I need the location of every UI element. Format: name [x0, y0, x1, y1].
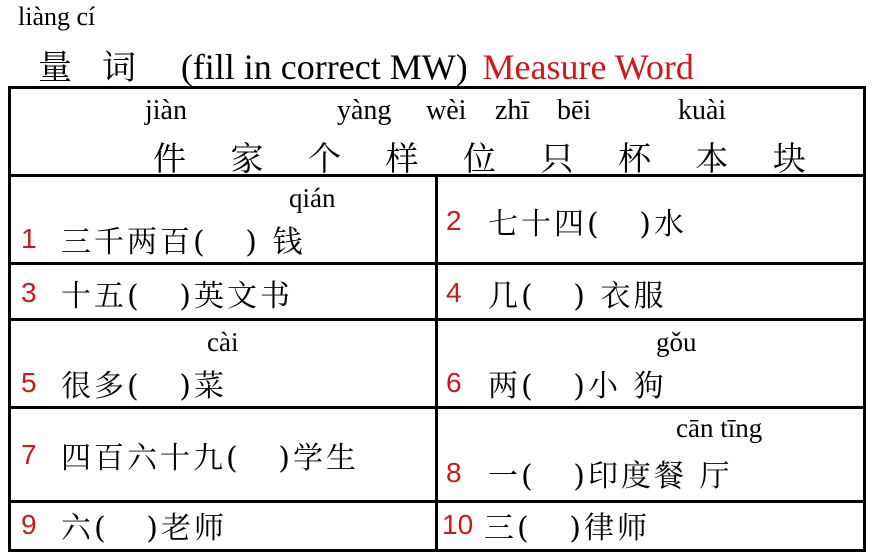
question-cell [11, 503, 438, 549]
table-row [11, 321, 863, 409]
question-cell [11, 321, 438, 406]
word-bank-pinyin: bēi [557, 95, 592, 126]
word-bank-pinyin: zhī [495, 95, 530, 126]
question-number: 7 [21, 439, 37, 470]
question-cell [438, 409, 863, 500]
word-bank [11, 89, 863, 177]
question-cell [11, 177, 438, 262]
question-text: 六( )老师 [61, 511, 228, 546]
word-bank-characters: 件 家 个 样 位 只 杯 本 块 [153, 139, 823, 178]
table-row [11, 177, 863, 265]
question-cell [11, 265, 438, 318]
question-pinyin: cān tīng [676, 413, 763, 443]
word-bank-pinyin: yàng [337, 95, 392, 126]
question-number: 3 [21, 277, 37, 308]
question-number: 1 [21, 223, 37, 254]
question-pinyin: cài [207, 327, 239, 357]
worksheet-table [8, 86, 866, 552]
question-cell [438, 503, 863, 549]
question-number: 10 [442, 509, 474, 540]
title-pinyin: liàng cí [18, 2, 96, 31]
question-cell [438, 177, 863, 262]
table-row [11, 503, 863, 549]
table-row [11, 409, 863, 503]
question-text: 很多( )菜 [61, 369, 228, 404]
table-row [11, 265, 863, 321]
word-bank-pinyin: jiàn [145, 95, 187, 126]
question-text: 一( )印度餐 厅 [488, 459, 733, 494]
question-pinyin: gǒu [656, 327, 697, 357]
question-cell [438, 321, 863, 406]
question-text: 七十四( )水 [488, 207, 688, 242]
word-bank-pinyin: wèi [426, 95, 467, 126]
question-pinyin: qián [289, 183, 336, 213]
title-instruction: (fill in correct MW) [180, 47, 468, 87]
question-cell [438, 265, 863, 318]
question-cell [11, 409, 438, 500]
question-text: 四百六十九( )学生 [61, 441, 360, 476]
question-text: 两( )小 狗 [488, 369, 667, 404]
question-number: 8 [446, 457, 462, 488]
word-bank-pinyin: kuài [678, 95, 727, 126]
title-chinese: 量词 [38, 48, 166, 88]
title-english: Measure Word [482, 47, 694, 87]
question-text: 几( ) 衣服 [488, 279, 667, 314]
question-text: 三( )律师 [484, 511, 651, 546]
question-text: 三千两百( ) 钱 [61, 225, 306, 260]
page-title [38, 40, 694, 89]
question-number: 4 [446, 277, 462, 308]
question-text: 十五( )英文书 [61, 279, 294, 314]
question-number: 5 [21, 367, 37, 398]
question-number: 6 [446, 367, 462, 398]
question-number: 2 [446, 205, 462, 236]
question-number: 9 [21, 509, 37, 540]
